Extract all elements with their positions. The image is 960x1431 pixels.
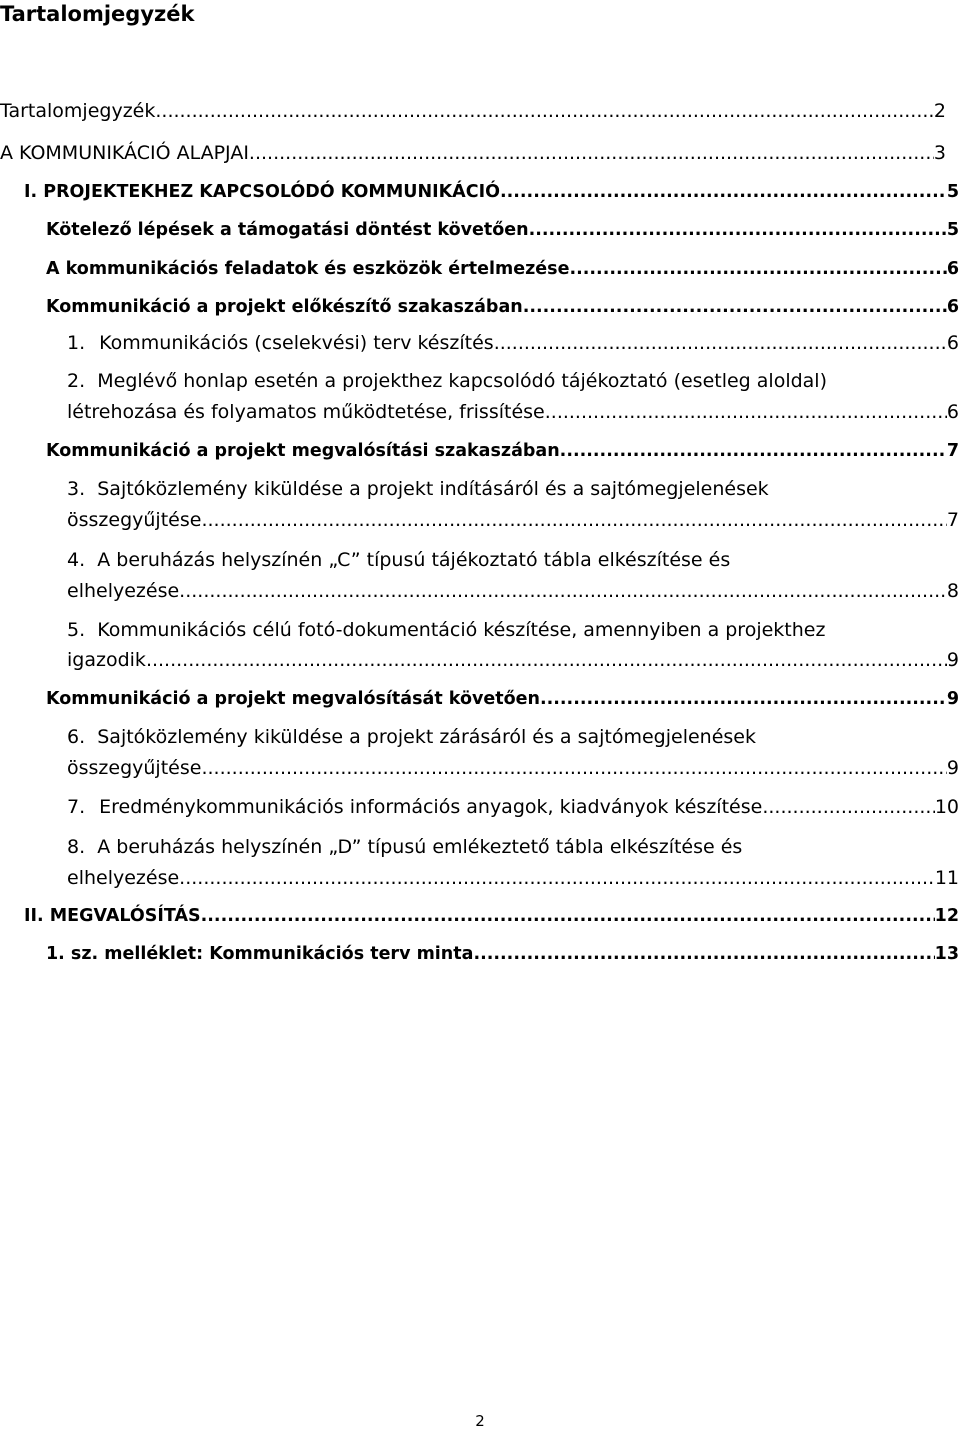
toc-entry-text: Sajtóközlemény kiküldése a projekt indításáról és a sajtómegjelenések <box>97 478 769 500</box>
toc-entry-number: 5. <box>67 619 86 641</box>
toc-entry-continuation[interactable] <box>67 863 959 893</box>
toc-entry[interactable] <box>24 901 959 931</box>
toc-page-number: 12 <box>934 906 959 926</box>
toc-leader <box>179 863 935 893</box>
toc-entry-text: Tartalomjegyzék <box>0 100 156 122</box>
toc-entry-text-continued: igazodik <box>67 649 146 671</box>
toc-leader <box>560 436 947 466</box>
toc-entry-first-line[interactable] <box>67 474 769 504</box>
toc-leader <box>569 254 946 284</box>
toc-entry-first-line[interactable] <box>67 545 730 575</box>
toc-entry-text: A kommunikációs feladatok és eszközök értelmezése <box>46 259 570 279</box>
toc-entry[interactable] <box>46 939 959 969</box>
toc-entry-continuation[interactable] <box>67 753 959 783</box>
toc-page-number: 5 <box>946 220 959 240</box>
toc-page-number: 6 <box>946 401 959 423</box>
toc-page-number: 9 <box>946 757 959 779</box>
toc-entry-number: 4. <box>67 549 86 571</box>
toc-entry-text-continued: elhelyezése <box>67 580 180 602</box>
toc-entry-text: A beruházás helyszínén „D” típusú emlékeztető tábla elkészítése és <box>97 836 743 858</box>
toc-page-number: 7 <box>946 441 959 461</box>
toc-page-number: 9 <box>946 689 959 709</box>
toc-page-number: 3 <box>933 142 946 164</box>
toc-entry-number: 1. <box>67 332 86 354</box>
toc-leader <box>155 96 934 126</box>
toc-entry-continuation[interactable] <box>67 576 959 606</box>
toc-page-number: 13 <box>934 944 959 964</box>
toc-leader <box>473 939 934 969</box>
toc-entry[interactable] <box>46 254 959 284</box>
toc-entry-text: A beruházás helyszínén „C” típusú tájékoztató tábla elkészítése és <box>97 549 731 571</box>
toc-entry-text: Eredménykommunikációs információs anyagok, kiadványok készítése <box>99 796 763 818</box>
toc-entry-continuation[interactable] <box>67 505 959 535</box>
toc-page-number: 10 <box>934 796 959 818</box>
toc-leader <box>500 177 947 207</box>
toc-entry-continuation[interactable] <box>67 645 959 675</box>
toc-entry-first-line[interactable] <box>67 832 742 862</box>
toc-entry-text: II. MEGVALÓSÍTÁS <box>24 906 201 926</box>
toc-entry-number: 2. <box>67 370 86 392</box>
toc-entry-number: 8. <box>67 836 86 858</box>
toc-page-number: 8 <box>946 580 959 602</box>
toc-entry-text: 1. sz. melléklet: Kommunikációs terv minta <box>46 944 474 964</box>
page-heading: Tartalomjegyzék <box>0 2 195 26</box>
toc-entry[interactable] <box>46 292 959 322</box>
toc-leader <box>249 138 934 168</box>
toc-page-number: 2 <box>933 100 946 122</box>
toc-entry-first-line[interactable] <box>67 615 825 645</box>
toc-entry-text-continued: összegyűjtése <box>67 757 202 779</box>
toc-leader <box>201 753 946 783</box>
page-number-footer: 2 <box>475 1412 485 1430</box>
toc-entry[interactable] <box>46 684 959 714</box>
toc-entry-first-line[interactable] <box>67 366 827 396</box>
toc-leader <box>201 901 935 931</box>
toc-leader <box>179 576 947 606</box>
toc-entry-text: A KOMMUNIKÁCIÓ ALAPJAI <box>0 142 249 164</box>
toc-entry-continuation[interactable] <box>67 397 959 427</box>
toc-entry[interactable] <box>46 436 959 466</box>
toc-leader <box>494 328 947 358</box>
toc-entry-text: Kommunikációs célú fotó-dokumentáció készítése, amennyiben a projekthez <box>97 619 826 641</box>
toc-entry-text: Kommunikációs (cselekvési) terv készítés <box>99 332 494 354</box>
toc-page-number: 7 <box>946 509 959 531</box>
toc-entry[interactable] <box>67 328 959 358</box>
toc-entry[interactable] <box>46 215 959 245</box>
toc-entry-text-continued: összegyűjtése <box>67 509 202 531</box>
toc-leader <box>523 292 947 322</box>
toc-entry[interactable] <box>0 138 946 168</box>
toc-entry-text: Kötelező lépések a támogatási döntést követően <box>46 220 529 240</box>
toc-entry-number: 3. <box>67 478 86 500</box>
toc-entry[interactable] <box>67 792 959 822</box>
toc-leader <box>762 792 934 822</box>
toc-entry-number: 6. <box>67 726 86 748</box>
toc-entry-text: Sajtóközlemény kiküldése a projekt zárásáról és a sajtómegjelenések <box>97 726 756 748</box>
toc-page-number: 9 <box>946 649 959 671</box>
toc-leader <box>201 505 946 535</box>
toc-entry[interactable] <box>24 177 959 207</box>
toc-page-number: 5 <box>946 182 959 202</box>
toc-page-number: 6 <box>946 332 959 354</box>
toc-page-number: 6 <box>946 259 959 279</box>
toc-entry-text: Kommunikáció a projekt megvalósítási szakaszában <box>46 441 560 461</box>
toc-leader <box>545 397 947 427</box>
toc-leader <box>146 645 947 675</box>
toc-entry-text: Kommunikáció a projekt megvalósítását követően <box>46 689 540 709</box>
toc-entry[interactable] <box>0 96 946 126</box>
toc-entry-number: 7. <box>67 796 86 818</box>
toc-page-number: 6 <box>946 297 959 317</box>
toc-entry-text: I. PROJEKTEKHEZ KAPCSOLÓDÓ KOMMUNIKÁCIÓ <box>24 182 500 202</box>
toc-entry-text-continued: elhelyezése <box>67 867 180 889</box>
toc-page-number: 11 <box>934 867 959 889</box>
toc-entry-text-continued: létrehozása és folyamatos működtetése, frissítése <box>67 401 545 423</box>
toc-entry-text: Kommunikáció a projekt előkészítő szakaszában <box>46 297 523 317</box>
toc-leader <box>529 215 947 245</box>
toc-entry-first-line[interactable] <box>67 722 756 752</box>
toc-leader <box>540 684 947 714</box>
toc-entry-text: Meglévő honlap esetén a projekthez kapcsolódó tájékoztató (esetleg aloldal) <box>97 370 827 392</box>
